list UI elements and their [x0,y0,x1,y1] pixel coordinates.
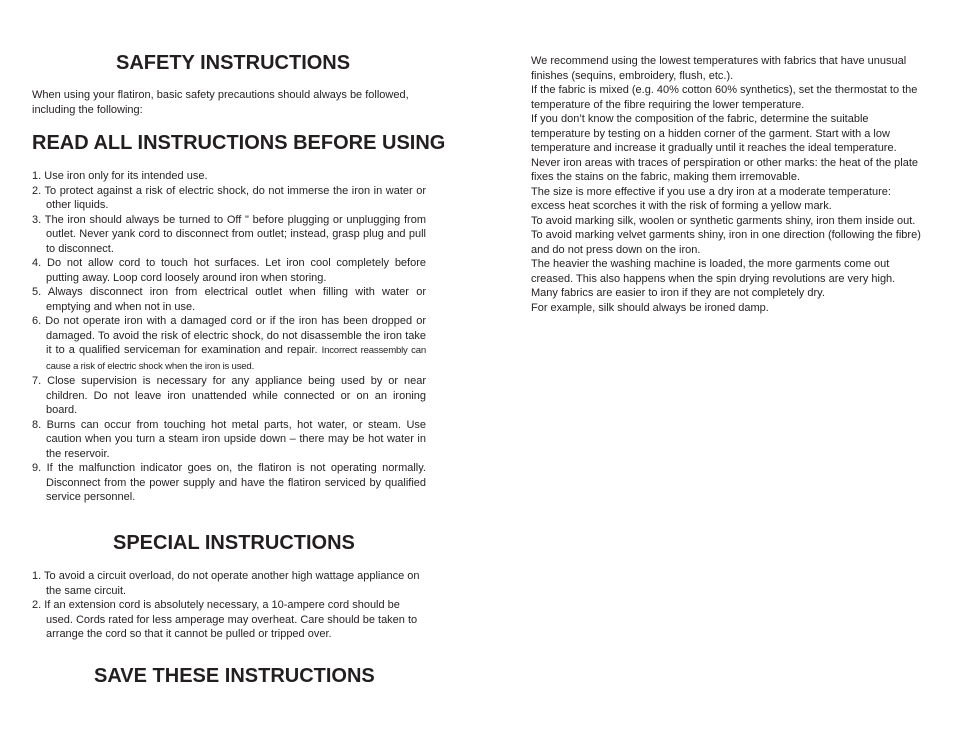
list-item: 2. If an extension cord is absolutely necessary, a 10-ampere cord should be used. Cords rated for less amperage may overheat. Care should be taken to arrange the cord so that it cannot be pulled or tripped over. [32,599,418,640]
tip-paragraph: For example, silk should always be ironed damp. [531,301,769,314]
tip-paragraph: We recommend using the lowest temperatures with fabrics that have unusual finishes (sequins, embroidery, flush, etc.). [531,55,907,82]
read-all-heading: READ ALL INSTRUCTIONS BEFORE USING [32,132,446,154]
read-all-list [32,169,426,505]
special-heading: SPECIAL INSTRUCTIONS [113,532,355,554]
ironing-tips-block [531,54,923,315]
list-item: 8. Burns can occur from touching hot metal parts, hot water, or steam. Use caution when you turn a steam iron upside down – there may be hot water in the reservoir. [32,418,427,460]
list-item: 4. Do not allow cord to touch hot surfaces. Let iron cool completely before putting away. Loop cord loosely around iron when storing. [32,257,427,284]
safety-heading: SAFETY INSTRUCTIONS [116,52,351,74]
list-item: 2. To protect against a risk of electric shock, do not immerse the iron in water or other liquids. [32,184,426,211]
list-item: 5. Always disconnect iron from electrical outlet when filling with water or emptying and when not in use. [32,286,426,313]
tip-paragraph: The heavier the washing machine is loaded, the more garments come out creased. This also happens when the spin drying revolutions are very high. [531,258,896,285]
tip-paragraph: Never iron areas with traces of perspiration or other marks: the heat of the plate fixes the stains on the fabric, making them irremovable. [531,156,919,183]
special-list-block [32,569,426,642]
read-all-list-block [32,169,426,505]
tip-paragraph: To avoid marking velvet garments shiny, iron in one direction (following the fibre) and do not press down on the iron. [531,229,921,256]
list-item: 9. If the malfunction indicator goes on, the flatiron is not operating normally. Disconnect from the power supply and have the flatiron serviced by qualified service personnel. [32,462,426,503]
tip-paragraph: If you don’t know the composition of the fabric, determine the suitable temperature by testing on a hidden corner of the garment. Start with a low temperature and increase it gradually until it reaches the ideal temperature. [531,113,897,154]
safety-intro: When using your flatiron, basic safety precautions should always be followed, including the following: [32,89,409,116]
special-list [32,569,426,642]
safety-intro-block [32,88,426,117]
tip-paragraph: If the fabric is mixed (e.g. 40% cotton 60% synthetics), set the thermostat to the temperature of the fibre requiring the lower temperature. [531,84,918,111]
save-heading: SAVE THESE INSTRUCTIONS [94,665,375,687]
tip-paragraph: The size is more effective if you use a dry iron at a moderate temperature: excess heat scorches it with the risk of forming a yellow mark. [531,185,891,212]
list-item: 1. Use iron only for its intended use. [32,170,208,182]
list-item: 3. The iron should always be turned to Off " before plugging or unplugging from outlet. Never yank cord to disconnect from outlet; instead, grasp plug and pull to disconnect. [32,213,427,255]
tip-paragraph: Many fabrics are easier to iron if they are not completely dry. [531,287,825,299]
list-item: 1. To avoid a circuit overload, do not operate another high wattage appliance on the same circuit. [32,570,420,597]
list-item: 7. Close supervision is necessary for any appliance being used by or near children. Do not leave iron unattended while connected or on an ironing board. [32,375,426,416]
list-item-note: Incorrect reassembly can cause a risk of electric shock when the iron is used. [46,345,426,372]
list-item: 6. Do not operate iron with a damaged cord or if the iron has been dropped or damaged. To avoid the risk of electric shock, do not disassemble the iron take it to a qualified serviceman for examination and repair. Incorrect reassembly can cause a risk of electric shock when the iron is used. [32,315,427,372]
tip-paragraph: To avoid marking silk, woolen or synthetic garments shiny, iron them inside out. [531,214,916,227]
